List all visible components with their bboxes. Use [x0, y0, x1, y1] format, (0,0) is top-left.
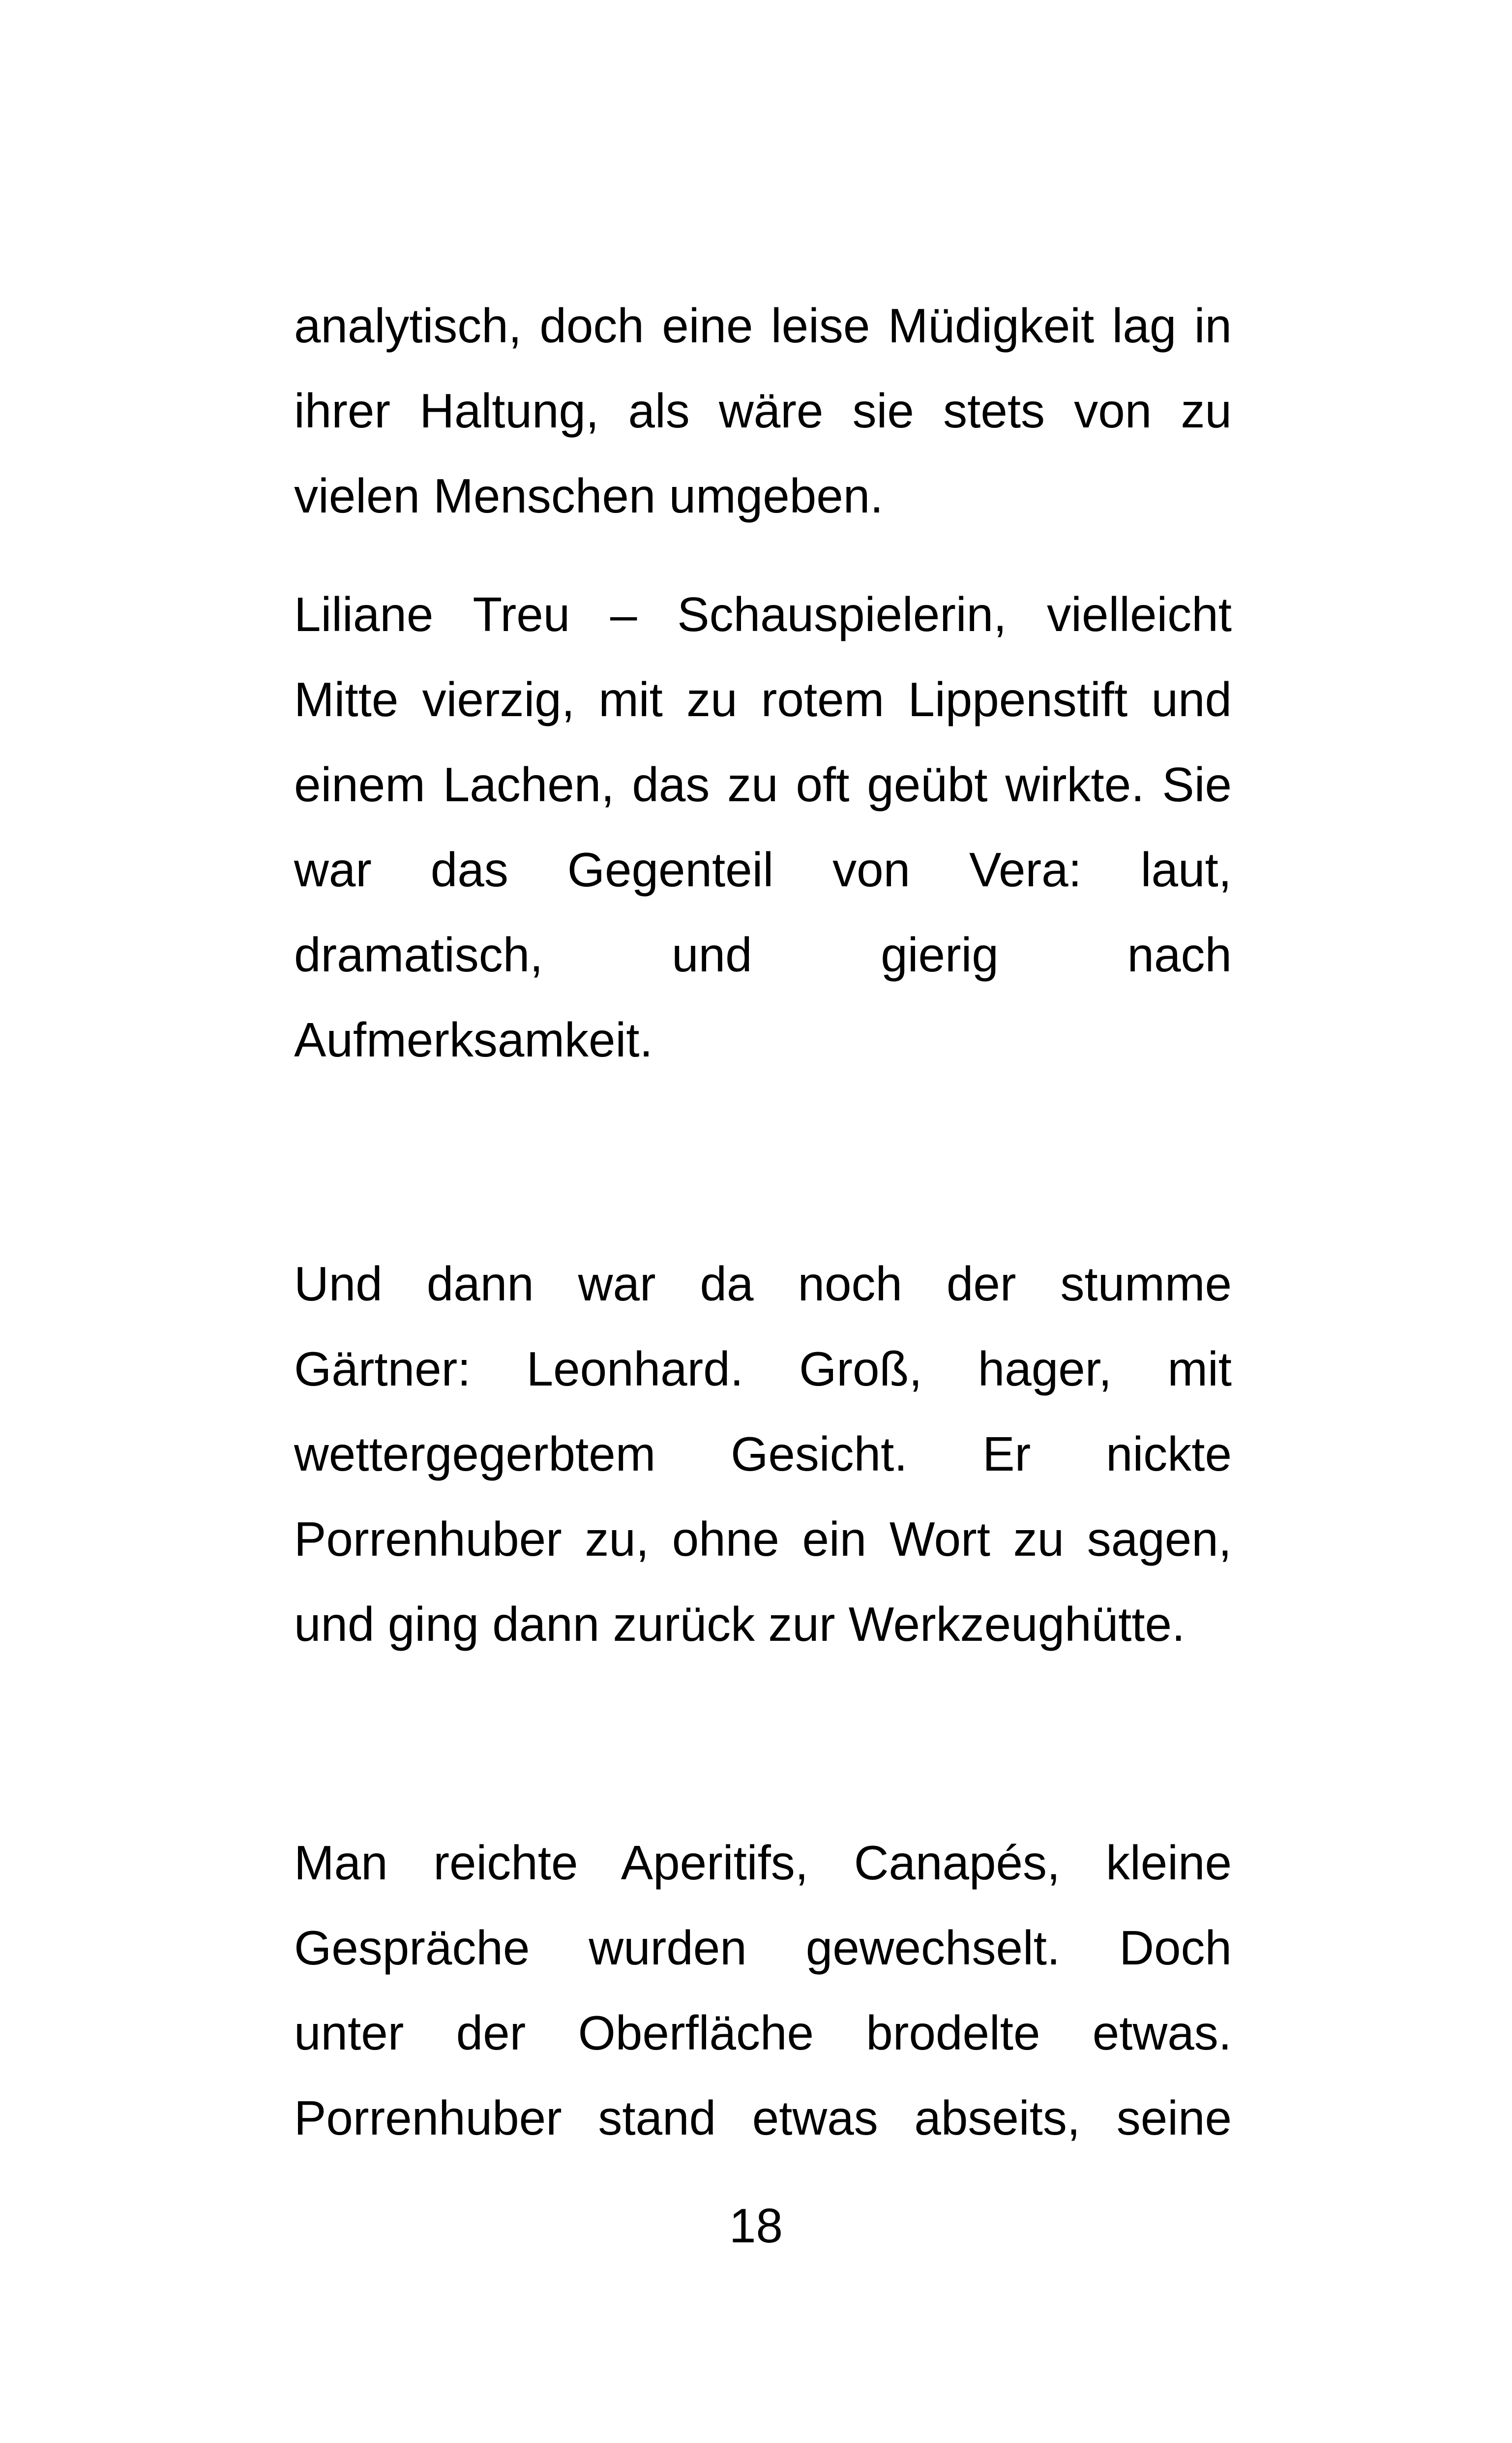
- text-line: ihrer Haltung, als wäre sie stets von zu: [294, 384, 1232, 438]
- text-line: Porrenhuber zu, ohne ein Wort zu sagen,: [294, 1512, 1232, 1566]
- text-line: und ging dann zurück zur Werkzeughütte.: [294, 1597, 1186, 1651]
- text-line: Porrenhuber stand etwas abseits, seine: [294, 2091, 1232, 2145]
- text-line: Gespräche wurden gewechselt. Doch: [294, 1921, 1232, 1975]
- text-line: war das Gegenteil von Vera: laut,: [294, 843, 1232, 897]
- text-line: Aufmerksamkeit.: [294, 1013, 653, 1067]
- text-line: Mitte vierzig, mit zu rotem Lippenstift und: [294, 672, 1232, 726]
- text-line: wettergegerbtem Gesicht. Er nickte: [294, 1427, 1232, 1481]
- text-line: Liliane Treu – Schauspielerin, vielleicht: [294, 587, 1232, 641]
- text-line: Gärtner: Leonhard. Groß, hager, mit: [294, 1342, 1232, 1396]
- text-line: dramatisch, und gierig nach: [294, 928, 1232, 982]
- text-line: Und dann war da noch der stumme: [294, 1257, 1232, 1311]
- text-line: Man reichte Aperitifs, Canapés, kleine: [294, 1836, 1232, 1890]
- text-line: analytisch, doch eine leise Müdigkeit lag in: [294, 299, 1232, 353]
- text-line: unter der Oberfläche brodelte etwas.: [294, 2006, 1232, 2060]
- text-line: einem Lachen, das zu oft geübt wirkte. Sie: [294, 757, 1232, 812]
- page-number: 18: [729, 2199, 783, 2253]
- text-line: vielen Menschen umgeben.: [294, 469, 884, 523]
